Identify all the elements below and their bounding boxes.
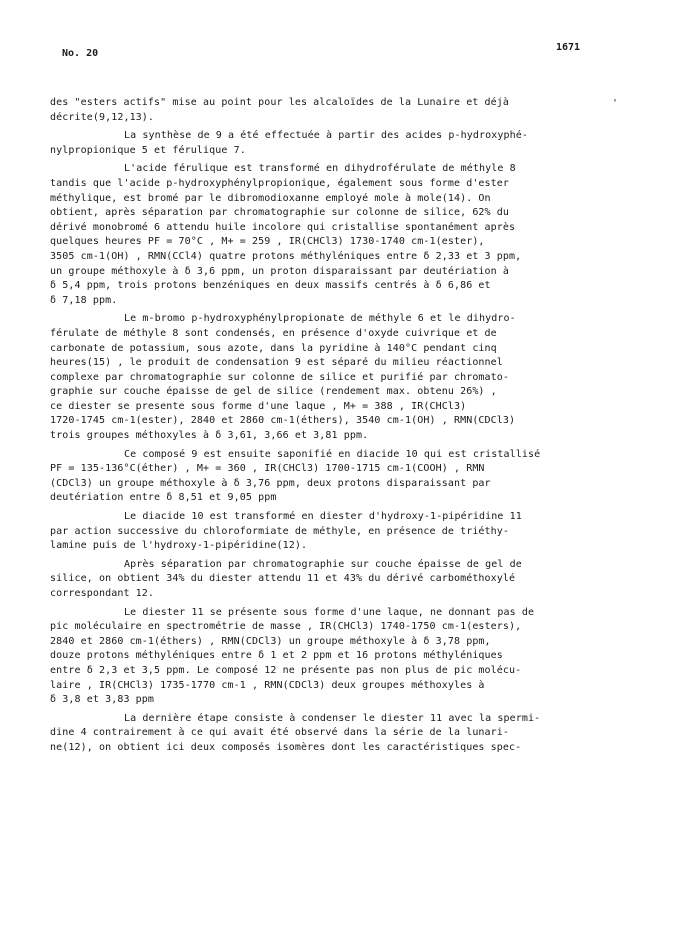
margin-mark: ' (612, 98, 619, 109)
body-line-6: tandis que l'acide p-hydroxyphénylpropionique, également sous forme d'ester (50, 177, 510, 189)
body-line-3: La synthèse de 9 a été effectuée à partir des acides p-hydroxyphé- (124, 130, 528, 142)
body-line-33: correspondant 12. (50, 588, 155, 599)
body-line-30: lamine puis de l'hydroxy-1-pipéridine(12). (50, 540, 308, 552)
body-line-27: deutériation entre δ 8,51 et 9,05 ppm (50, 492, 277, 504)
body-line-26: (CDCl3) un groupe méthoxyle à δ 3,76 ppm, deux protons disparaissant par (50, 477, 491, 489)
page-number: 1671 (556, 42, 581, 53)
body-line-31: Après séparation par chromatographie sur couche épaisse de gel de (124, 558, 522, 570)
body-line-16: férulate de méthyle 8 sont condensés, en présence d'oxyde cuivrique et de (50, 327, 497, 339)
body-line-14: δ 7,18 ppm. (50, 294, 118, 306)
body-line-42: dine 4 contrairement à ce qui avait été observé dans la série de la lunari- (50, 727, 510, 739)
body-line-11: 3505 cm-1(OH) , RMN(CCl4) quatre protons méthyléniques entre δ 2,33 et 3 ppm, (50, 250, 522, 262)
body-line-5: L'acide férulique est transformé en dihydroférulate de méthyle 8 (124, 163, 516, 175)
body-line-17: carbonate de potassium, sous azote, dans la pyridine à 140°C pendant cinq (50, 342, 497, 354)
body-line-38: entre δ 2,3 et 3,5 ppm. Le composé 12 ne présente pas non plus de pic molécu- (50, 664, 522, 676)
body-line-1: des "esters actifs" mise au point pour les alcaloïdes de la Lunaire et déjà (50, 97, 510, 108)
body-line-36: 2840 et 2860 cm-1(éthers) , RMN(CDCl3) un groupe méthoxyle à δ 3,78 ppm, (50, 635, 491, 647)
body-line-18: heures(15) , le produit de condensation 9 est séparé du milieu réactionnel (50, 357, 503, 369)
body-line-2: décrite(9,12,13). (50, 111, 155, 123)
body-line-34: Le diester 11 se présente sous forme d'une laque, ne donnant pas de (124, 606, 535, 618)
body-line-15: Le m-bromo p-hydroxyphénylpropionate de méthyle 6 et le dihydro- (124, 313, 516, 325)
body-line-41: La dernière étape consiste à condenser le diester 11 avec la spermi- (124, 712, 541, 724)
body-line-9: dérivé monobromé 6 attendu huile incolore qui cristallise spontanément après (50, 221, 516, 233)
body-line-32: silice, on obtient 34% du diester attendu 11 et 43% du dérivé carbométhoxylé (50, 573, 516, 585)
body-line-29: par action successive du chloroformiate de méthyle, en présence de triéthy- (50, 525, 510, 537)
body-line-8: obtient, après séparation par chromatographie sur colonne de silice, 62% du (50, 207, 510, 219)
body-line-20: graphie sur couche épaisse de gel de silice (rendement max. obtenu 26%) , (50, 386, 497, 398)
body-line-25: PF = 135-136°C(éther) , M+ = 360 , IR(CHCl3) 1700-1715 cm-1(COOH) , RMN (50, 463, 485, 475)
body-line-22: 1720-1745 cm-1(ester), 2840 et 2860 cm-1(éthers), 3540 cm-1(OH) , RMN(CDCl3) (50, 415, 516, 427)
body-line-43: ne(12), on obtient ici deux composés isomères dont les caractéristiques spec- (50, 741, 522, 753)
body-line-37: douze protons méthyléniques entre δ 1 et 2 ppm et 16 protons méthyléniques (50, 650, 503, 662)
body-line-40: δ 3,8 et 3,83 ppm (50, 694, 155, 706)
body-line-39: laire , IR(CHCl3) 1735-1770 cm-1 , RMN(CDCl3) deux groupes méthoxyles à (50, 679, 485, 691)
body-line-10: quelques heures PF = 70°C , M+ = 259 , IR(CHCl3) 1730-1740 cm-1(ester), (50, 236, 485, 248)
body-line-19: complexe par chromatographie sur colonne de silice et purifié par chromato- (50, 371, 510, 383)
body-line-12: un groupe méthoxyle à δ 3,6 ppm, un proton disparaissant par deutériation à (50, 265, 510, 277)
body-line-4: nylpropionique 5 et férulique 7. (50, 144, 246, 156)
body-line-23: trois groupes méthoxyles à δ 3,61, 3,66 et 3,81 ppm. (50, 430, 369, 442)
body-line-35: pic moléculaire en spectrométrie de masse , IR(CHCl3) 1740-1750 cm-1(esters), (50, 621, 522, 633)
body-line-24: Ce composé 9 est ensuite saponifié en diacide 10 qui est cristallisé (124, 448, 541, 460)
article-body (50, 96, 630, 756)
body-line-21: ce diester se presente sous forme d'une laque , M+ = 388 , IR(CHCl3) (50, 400, 467, 412)
body-line-28: Le diacide 10 est transformé en diester d'hydroxy-1-pipéridine 11 (124, 511, 522, 523)
body-line-13: δ 5,4 ppm, trois protons benzéniques en deux massifs centrés à δ 6,86 et (50, 280, 491, 292)
body-line-7: méthylique, est bromé par le dibromodioxanne employé mole à mole(14). On (50, 192, 491, 204)
issue-number: No. 20 (62, 48, 99, 59)
